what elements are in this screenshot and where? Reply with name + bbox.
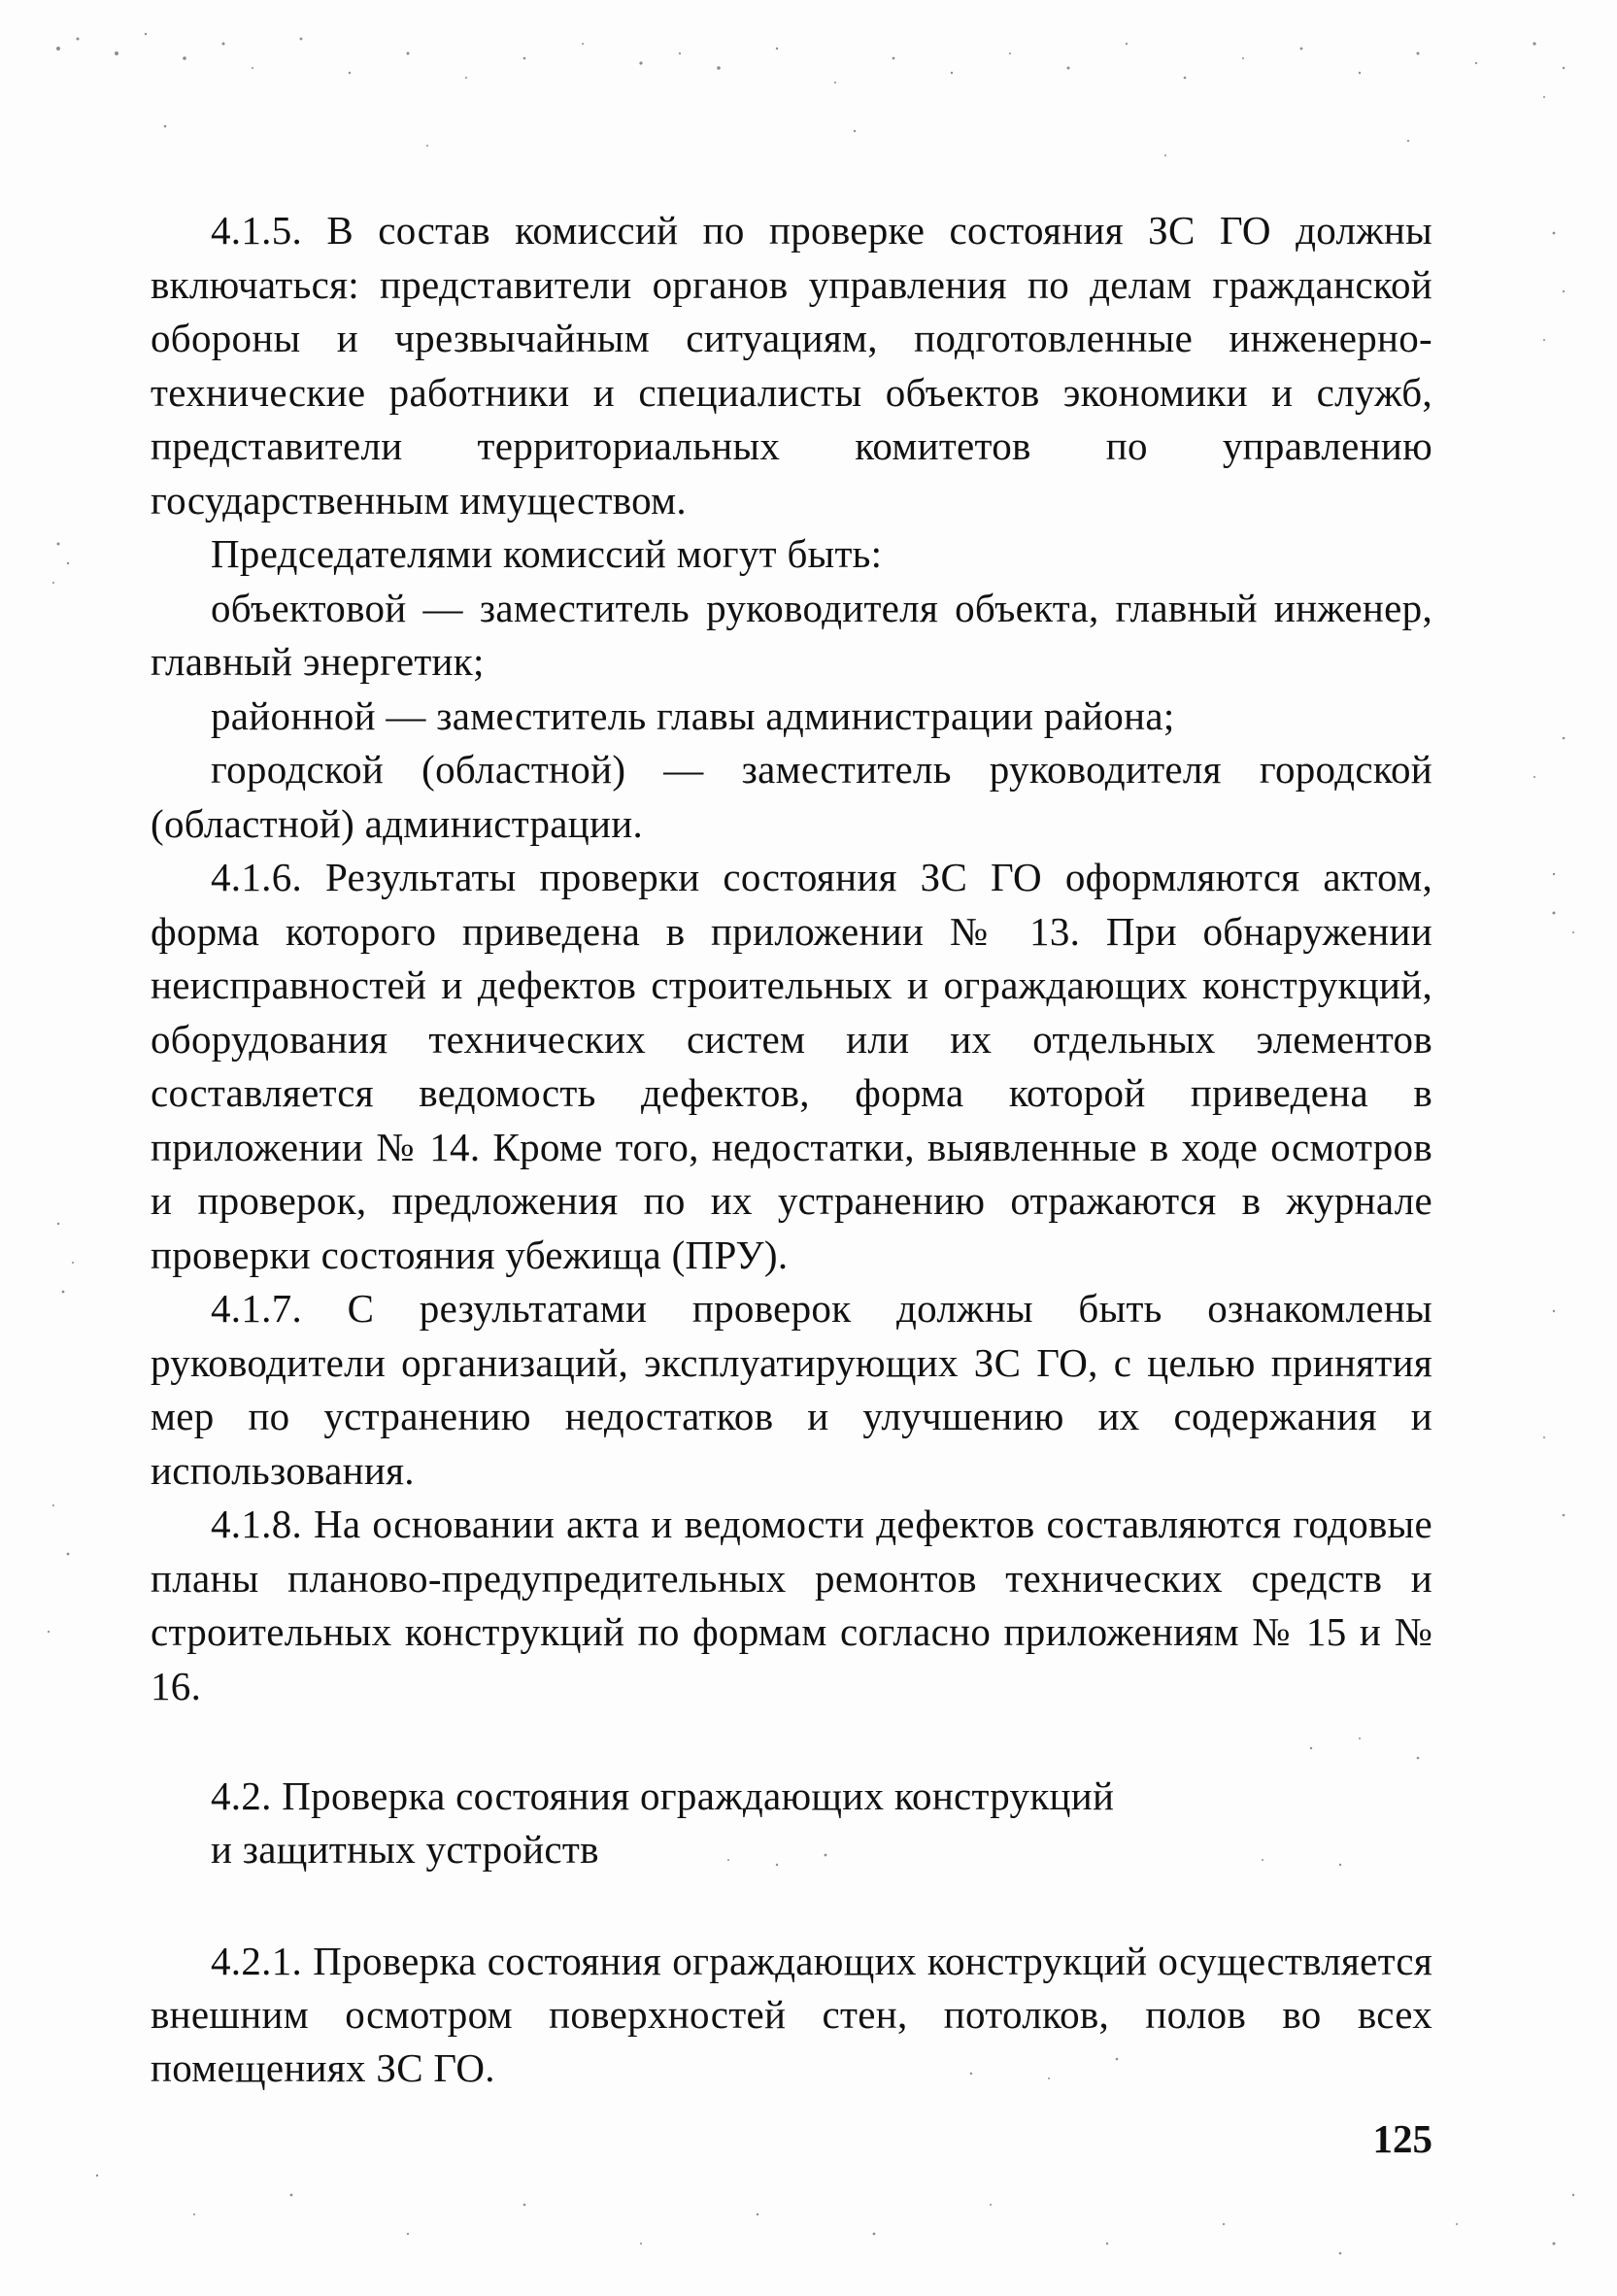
- paragraph-district-level: районной — заместитель главы администрации района;: [211, 692, 1175, 738]
- section-text-block: [151, 1935, 1432, 2095]
- section-heading-line-1: 4.2. Проверка состояния ограждающих конструкций: [211, 1773, 1115, 1818]
- paragraph-4-1-7: 4.1.7. С результатами проверок должны быть ознакомлены руководители организаций, эксплуатирующих ЗС ГО, с целью принятия мер по устранению недостатков и улучшению их содержания и использования.: [151, 1286, 1432, 1493]
- paragraph-4-1-5: 4.1.5. В состав комиссий по проверке состояния ЗС ГО должны включаться: представители органов управления по делам гражданской обороны и чрезвычайным ситуациям, подготовленные инженерно-технические работники и специалисты объектов экономики и служб, представители территориальных комитетов по управлению государственным имуществом.: [151, 208, 1432, 523]
- page-number: 125: [1372, 2116, 1432, 2161]
- section-heading-line-2: и защитных устройств: [211, 1827, 599, 1872]
- paragraph-4-1-8: 4.1.8. На основании акта и ведомости дефектов составляются годовые планы планово-предупредительных ремонтов технических средств и строительных конструкций по формам согласно приложениям № 15 и № 16.: [151, 1502, 1432, 1708]
- paragraph-object-level: объектовой — заместитель руководителя объекта, главный инженер, главный энергетик;: [151, 585, 1432, 684]
- main-text-block: [151, 204, 1432, 1713]
- paragraph-city-level: городской (областной) — заместитель руководителя городской (областной) администрации.: [151, 747, 1432, 846]
- section-heading: [211, 1770, 1279, 1876]
- paragraph-4-1-6: 4.1.6. Результаты проверки состояния ЗС ГО оформляются актом, форма которого приведена в приложении № 13. При обнаружении неисправностей и дефектов строительных и ограждающих конструкций, оборудования технических систем или их отдельных элементов составляется ведомость дефектов, форма которой приведена в приложении № 14. Кроме того, недостатки, выявленные в ходе осмотров и проверок, предложения по их устранению отражаются в журнале проверки состояния убежища (ПРУ).: [151, 855, 1432, 1277]
- paragraph-4-2-1: 4.2.1. Проверка состояния ограждающих конструкций осуществляется внешним осмотром поверхностей стен, потолков, полов во всех помещениях ЗС ГО.: [151, 1939, 1432, 2090]
- paragraph-chairs: Председателями комиссий могут быть:: [211, 531, 883, 576]
